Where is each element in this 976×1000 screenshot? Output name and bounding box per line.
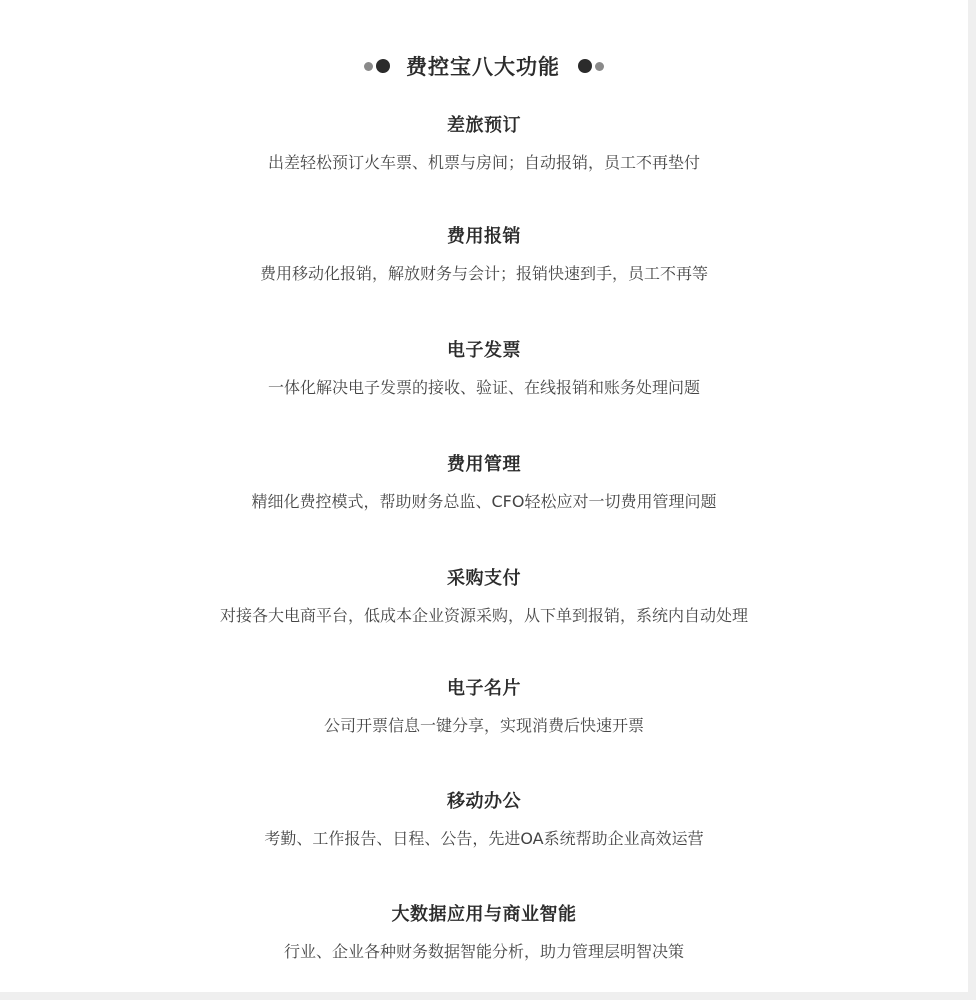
section-header: [0, 48, 968, 84]
frame-edge-right: [968, 0, 976, 1000]
feature-electronic-business-card: [0, 676, 968, 738]
feature-title: 采购支付: [447, 568, 521, 589]
feature-description: 精细化费控模式，帮助财务总监、CFO轻松应对一切费用管理问题: [251, 492, 717, 511]
frame-edge-bottom: [0, 992, 976, 1000]
feature-title: 费用报销: [447, 226, 521, 247]
large-dot-icon: [578, 59, 592, 73]
feature-title: 差旅预订: [447, 115, 521, 136]
feature-expense-reimbursement: [0, 224, 968, 286]
feature-procurement-payment: [0, 566, 968, 628]
feature-title: 大数据应用与商业智能: [391, 904, 577, 925]
feature-title: 费用管理: [447, 454, 521, 475]
feature-expense-management: [0, 452, 968, 514]
large-dot-icon: [376, 59, 390, 73]
feature-description: 考勤、工作报告、日程、公告，先进OA系统帮助企业高效运营: [264, 829, 704, 848]
feature-travel-booking: [0, 113, 968, 175]
feature-big-data-bi: [0, 902, 968, 964]
feature-title: 移动办公: [447, 791, 521, 812]
feature-description: 公司开票信息一键分享，实现消费后快速开票: [323, 716, 644, 735]
feature-description: 一体化解决电子发票的接收、验证、在线报销和账务处理问题: [267, 378, 700, 397]
feature-mobile-office: [0, 789, 968, 851]
section-title: 费控宝八大功能: [406, 55, 560, 79]
small-dot-icon: [364, 62, 373, 71]
feature-description: 对接各大电商平台，低成本企业资源采购，从下单到报销，系统内自动处理: [219, 606, 748, 625]
feature-description: 行业、企业各种财务数据智能分析，助力管理层明智决策: [283, 942, 684, 961]
feature-title: 电子名片: [447, 678, 521, 699]
decorative-dots-right: [578, 59, 604, 73]
feature-title: 电子发票: [447, 340, 521, 361]
feature-description: 出差轻松预订火车票、机票与房间；自动报销，员工不再垫付: [267, 153, 700, 172]
decorative-dots-left: [364, 59, 390, 73]
feature-description: 费用移动化报销，解放财务与会计；报销快速到手，员工不再等: [259, 264, 708, 283]
small-dot-icon: [595, 62, 604, 71]
feature-electronic-invoice: [0, 338, 968, 400]
